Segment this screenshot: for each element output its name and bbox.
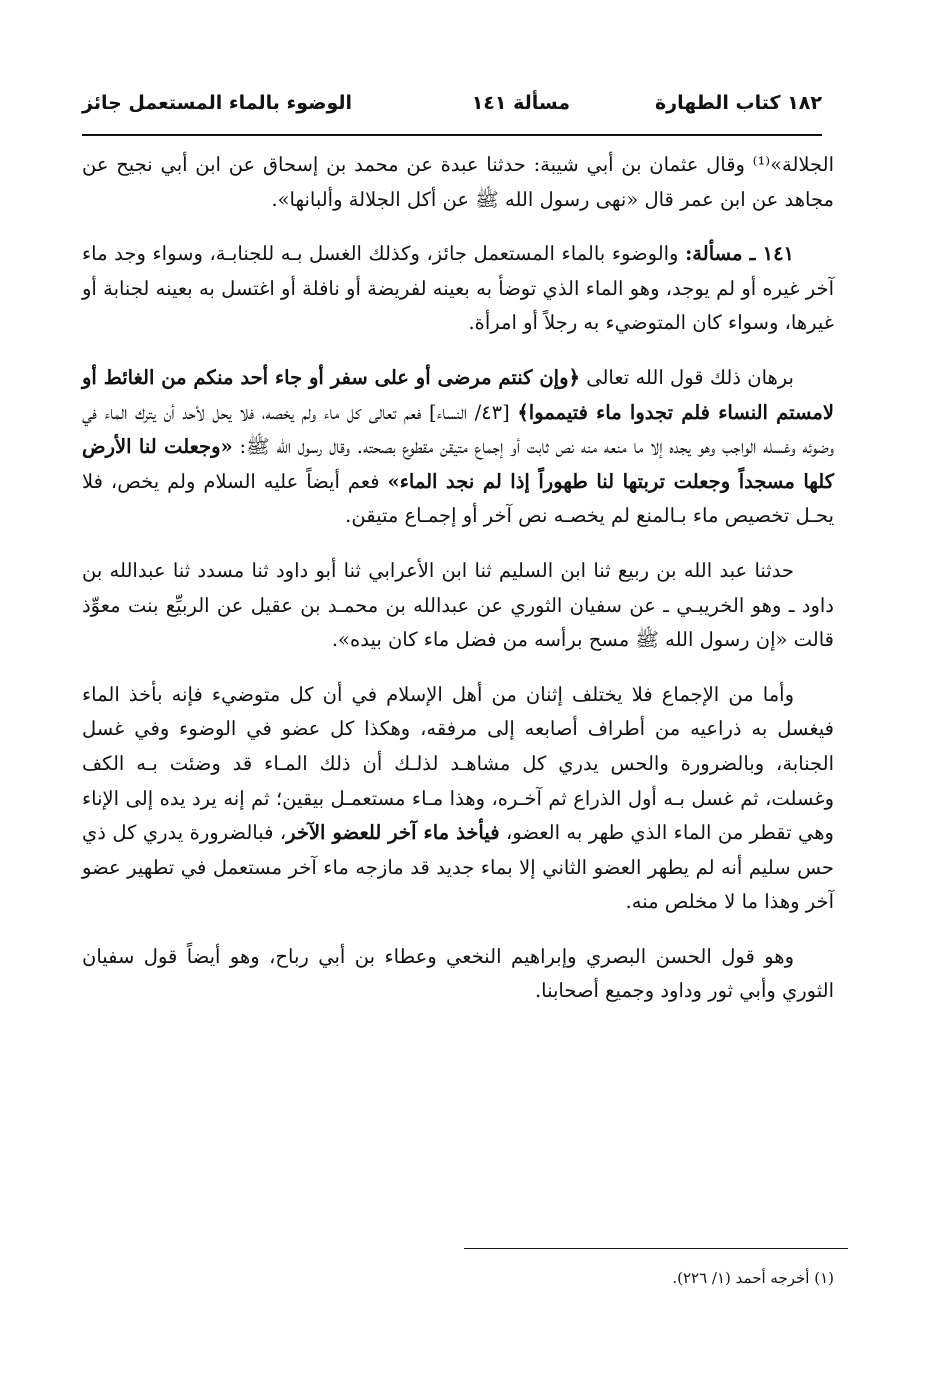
consensus-text-a: وأما من الإجماع فلا يختلف إثنان من أهل الإسلام في أن كل متوضيء فإنه بأخذ الماء فيغسل به ذراعيه من أطراف أصابعه إلى مرفقه، وهكذا كل عضو في الوضوء وفي غسل الجنابة، وبالضرورة والحس يدري كل مشاهـد لذلـك أن ذلك المـاء قد وضئت بـه الكف وغسلت، ثم غسل بـه أول الذراع ثم آخـره، وهذا مـاء مستعمـل بيقين؛ ثم إنه يرد يده إلى الإناء وهي تقطر من الماء الذي طهر به العضو، (82, 682, 834, 845)
consensus-bold: فيأخذ ماء آخر للعضو الآخر (286, 821, 500, 845)
proof-intro: برهان ذلك قول الله تعالى (579, 365, 794, 389)
proof-end: فعم أيضاً عليه السلام ولم يخص، فلا يحـل تخصيص ماء بـالمنع لم يخصـه نص آخر أو إجمـاع متيقن. (82, 469, 834, 528)
issue-text: والوضوء بالماء المستعمل جائز، وكذلك الغسل بـه للجنابـة، وسواء وجد ماء آخر غيره أو لم يوجد، وهو الماء الذي توضأ به بعينه لفريضة أو نافلة أو اغتسل به بعينه لجنابة أو غيرها، وسواء كان المتوضيء به رجلاً أو امرأة. (82, 242, 834, 335)
header-rule (82, 134, 822, 136)
paragraph-scholars: وهو قول الحسن البصري وإبراهيم النخعي وعطاء بن أبي رباح، وهو أيضاً قول سفيان الثوري وأبي ثور وداود وجميع أصحابنا. (82, 944, 834, 1003)
page-number-book-title: ١٨٢ كتاب الطهارة (654, 92, 822, 114)
proof-middle: [٤٣/ النساء] فعم تعالى كل ماء ولم يخصه، فلا يحل لأحد أن يترك الماء في وضوئه وغسله الواجب وهو يجده إلا ما منعه منه نص ثابت أو إجماع متيقن مقطوع بصحته. وقال رسول الله ﷺ: (82, 400, 835, 459)
issue-label: ١٤١ ـ مسألة: (685, 242, 795, 266)
quran-verse: ﴿وإن كنتم مرضى أو على سفر أو جاء أحد منكم من الغائط أو لامستم النساء فلم تجدوا ماء فتيمموا﴾ (82, 365, 835, 424)
hadith-quote: «وجعلت لنا الأرض كلها مسجداً وجعلت تربتها لنا طهوراً إذا لم نجد الماء» (82, 435, 834, 493)
paragraph-1: الجلالة»⁽¹⁾ وقال عثمان بن أبي شيبة: حدثنا عبدة عن محمد بن إسحاق عن ابن أبي نجيح عن مجاهد عن ابن عمر قال «نهى رسول الله ﷺ عن أكل الجلالة وألبانها». (82, 153, 834, 211)
issue-number: مسألة ١٤١ (471, 92, 570, 114)
consensus-text-b: ، فبالضرورة يدري كل ذي حس سليم أنه لم يطهر العضو الثاني إلا بماء جديد قد مازجه ماء آخر مستعمل في تطهير عضو آخر وهذا ما لا مخلص منه. (82, 821, 834, 914)
topic-title: الوضوء بالماء المستعمل جائز (82, 92, 353, 114)
paragraph-consensus (82, 678, 834, 920)
paragraph-issue-141 (82, 237, 834, 341)
main-text (82, 148, 834, 1029)
footnote-rule (464, 1248, 848, 1249)
paragraph-narration: حدثنا عبد الله بن ربيع ثنا ابن السليم ثنا ابن الأعرابي ثنا أبو داود ثنا مسدد ثنا عبدالله بن داود ـ وهو الخريبـي ـ عن سفيان الثوري عن عبدالله بن محمـد بن عقيل عن الربيِّع بنت معوِّذ قالت «إن رسول الله ﷺ مسح برأسه من فضل ماء كان بيده». (82, 558, 834, 652)
running-header (82, 92, 822, 132)
footnote: (١) أخرجه أحمد (١/ ٢٢٦). (672, 1269, 834, 1287)
paragraph-proof (82, 361, 834, 534)
